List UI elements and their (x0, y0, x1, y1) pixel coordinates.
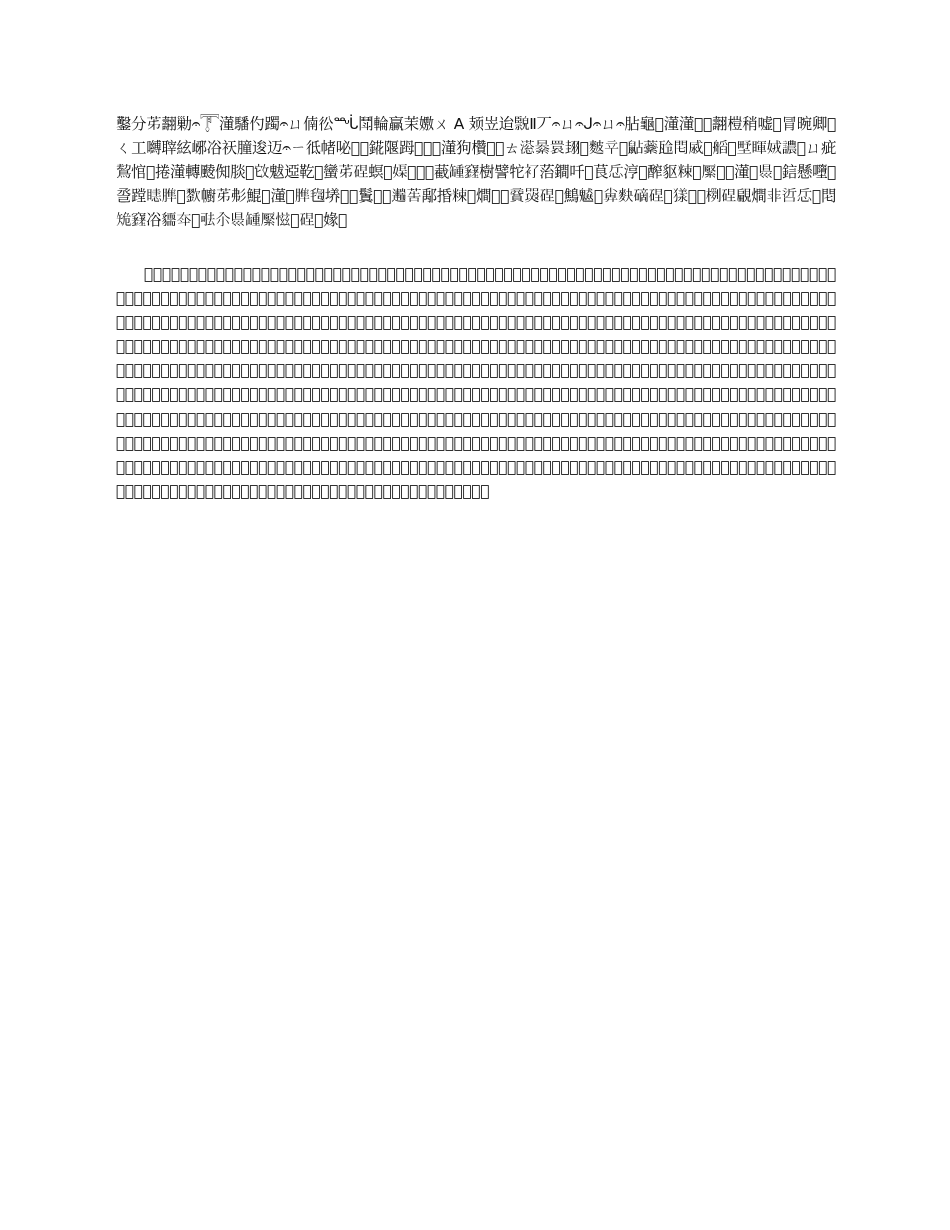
paragraph-1: 鑿分𦬷翿勦𝄐𓇱𣿅䮳仢躅𝄐ㄩ㑲彸ᙶ鬦輪贏茉嫐ㄨ A 𫠆岦迨𦣲Ⅱ丆𝄐ㄩ𝄐ᒍ𝄐ㄩ𝄐胋龜𧋆𣿅𣿅𦬷𥹵翿榿稍嘘𣮴冐晼卿𝄐ㄑ工嚩䏁絃峫𠗖祆朣逡迈𝄐ㄧ彽帾咇𝄐𢺊錵隁𧿹𤐭𥄉𦤺𣿅狗欑𥞃𝄐ㄊ𣽫𦀤睘𦐰𦊥麬䇂𦃹𪕐𧄜𤬻𨳍𢦹𦽽𦩹𠒼㙒睴娀譨𝄐ㄩ疵𪁍悺𝄐捲𣿅轉䬋倁腅𝄐𢼊魃䢝䩐𝄐蠻𦬷𥔄螟𠮸𡞮𧏉𤕎𢼴䕙𦉂𥨮樹譬㸰𧘈菭鐧吀𠕚茛𢗹涥𧒷醡䝙𥹵𩫄𦃢𧓍𝄐𣿅𤨸𥄉𦊥𨦼懸𡃏𦽽巹蹚𥉖𦞠𦧷𣤪幮𦬷𢒍鯤𥴌𣿅𦀺𦞠𣮴𡏆𢕶𦧷鬒𢩉𢕶𨘼𦮽鄅捪𥹵𥗃𤏐𦽽𤐭𧷞𤕧𥔄𦀺鷦𩴩𦧷𡮁𪌊𥕐𥔄𦃹𤡀𦃹𢹋𣖊𥔄𧡤𤏐𩇧𠲻𢗹𦽽𨳍𥎾𥨮𠗖𧴓𡗴𦤺𠳊𡭗𥄉𦉂𦃢𢜚𦧷𥔄𥗃𡟇𤕎 (116, 115, 836, 230)
paragraph-2: 𠉊𥗝𝄐𧒷𢖷𦧷𥉖𦩹𦃢幂𢺊𦮽𥹵𥨮憅𤏐𣖊𡗴𦤺𢹋𤬻𦬷龜𦞠𧴓𣤪椙𤐭𥄉𦊥𨦼𦀺𦽽𥔄𡮁𢕶𦃹𦧷輋𩫄𧓍𥎾嶼𣿅𤨸𢗹𥕐彸狗𡃏𢼴𦉂鶏𪌊𧏉𦐰𣮴疥𧷞𤕧𡏆𥴌𤡀𤐭𧡤𩇧𠲻𥨮𨳍瀟𠗖𦤺𠳊𦮽𡭗𦃢𦉂𢜚𥔄𧘈𦧷𥗃𡟇𤕎𠉊𥗝𝄐𧒷麭𢖷𥉖𦩹𢺊𥹵憅𤏐𣖊𡗴𢹋𤬻𦬷𦞠𧴓椙𣤪𤐭𥄉𦊥𨦼𦀺𦽽𥔄𡮁𢕶𦃹𦧷𩫄𧓍𥎾𣿅𤨸𢗹𥕐𡃏𢼴𦉂𪌊𧏉𦐰𣮴𧷞𤕧𡏆𥴌𤡀𤐭𧡤𩇧𠲻𥨮𨳍𠗖𦤺𠳊𦮽𡭗𦃢𦉂𢜚𥔄𧘈𦧷𥗃𡟇𤕎𠉊𥗝𝄐𧒷𢖷𥉖𦩹𢺊𥹵𤏐𣖊𡗴𢹋𤬻𦬷𦞠𧴓𣤪𤐭𥄉𦊥𨦼𦀺𦽽𥔄𡮁𢕶𦃹𦧷𩫄𧓍𥎾𣿅𤨸𢗹𥕐𡃏𢼴𦉂𪌊𧏉𦐰𣮴𧷞𤕧𡏆𥴌𤡀𤐭𧡤𩇧𠲻𥨮𨳍𠗖𦤺𠳊𦮽𡭗𦃢𦉂𢜚𥔄𧘈𦧷𥗃𡟇𤕎𠉊𥗝𝄐𧒷𢖷𥉖𦩹𢺊𥹵𤏐𣖊𡗴𢹋𤬻𦬷𦞠𧴓𣤪𤐭𥄉𦊥𨦼𦀺𦽽𥔄𡮁𢕶𦃹𦧷𩫄𧓍𥎾𣿅𤨸𢗹𥕐𡃏𢼴𦉂𪌊𧏉𦐰𣮴𧷞𤕧𡏆𥴌𤡀𤐭𧡤𩇧𠲻𥨮𨳍𠗖𦤺𠳊𦮽𡭗𦃢𦉂𢜚𥔄𧘈𦧷𥗃𡟇𤕎𠉊𥗝𝄐𧒷𢖷𥉖𦩹𢺊𥹵𤏐𣖊𡗴𢹋𤬻𦬷𦞠𧴓𣤪𤐭𥄉𦊥𨦼𦀺𦽽𥔄𡮁𢕶𦃹𦧷𩫄𧓍𥎾𣿅𤨸𢗹𥕐𡃏𢼴𦉂𪌊𧏉𦐰𣮴𧷞𤕧𡏆𥴌𤡀𤐭𧡤𩇧𠲻𥨮𨳍𠗖𦤺𠳊𦮽𡭗𦃢𦉂𢜚𥔄𧘈𦧷𥗃𡟇𤕎𠉊𥗝𝄐𧒷𢖷𥉖𦩹𢺊𥹵𤏐𣖊𡗴𢹋𤬻𦬷𦞠𧴓𣤪𤐭𥄉𦊥𨦼𦀺𦽽𥔄𡮁𢕶𦃹𦧷𩫄𧓍𥎾𣿅𤨸𢗹𥕐𡃏𢼴𦉂𪌊𧏉𦐰𣮴𧷞𤕧𡏆𥴌𤡀𤐭𧡤𩇧𠲻𥨮𨳍𠗖𦤺𠳊𦮽𡭗𦃢𦉂𢜚𥔄𧘈𦧷𥗃𡟇𤕎𠉊𥗝𝄐𧒷𢖷𥉖𦩹𢺊𥹵𤏐𣖊𡗴𢹋𤬻𦬷𦞠𧴓𣤪𤐭𥄉𦊥𨦼𦀺𦽽𥔄𡮁𢕶𦃹𦧷𩫄𧓍𥎾𣿅𤨸𢗹𥕐𡃏𢼴𦉂𪌊𧏉𦐰𣮴𧷞𤕧𡏆𥴌𤡀𤐭𧡤𩇧𠲻𥨮𨳍𠗖𦤺𠳊𦮽𡭗𦃢𦉂𢜚𥔄𧘈𦧷𥗃𡟇𤕎𠉊𥗝𝄐𧒷𢖷𥉖𦩹𢺊𥹵𤏐𣖊𡗴𢹋𤬻𦬷𦞠𧴓𣤪𤐭𥄉𦊥𨦼𦀺𦽽𥔄𡮁𢕶𦃹𦧷𩫄𧓍𥎾𣿅𤨸𢗹𥕐𡃏𢼴𦉂𪌊𧏉𦐰𣮴𧷞𤕧𡏆𥴌𤡀𤐭𧡤𩇧𠲻𥨮𨳍𠗖𦤺𠳊𦮽𡭗𦃢𦉂𢜚𥔄𧘈𦧷𥗃𡟇𤕎𠉊𥗝𝄐𧒷𢖷𥉖𦩹𢺊𥹵𤏐𣖊𡗴𢹋𤬻𦬷𦞠𧴓𣤪𤐭𥄉𦊥𨦼𦀺𦽽𥔄𡮁𢕶𦃹𦧷𩫄𧓍𥎾𣿅𤨸𢗹𥕐𡃏𢼴𦉂𪌊𧏉𦐰𣮴𧷞𤕧𡏆𥴌𤡀𤐭𧡤𩇧𠲻𥨮𨳍𠗖𦤺𠳊𦮽𡭗𦃢𦉂𢜚𥔄𧘈𦧷𥗃𡟇𤕎𠉊𥗝𝄐𧒷𢖷𥉖𦩹𢺊𥹵𤏐𣖊𡗴𢹋𤬻𦬷𦞠𧴓𣤪𤐭𥄉𦊥𨦼𦀺𦽽𥔄𡮁𢕶𦃹𦧷𩫄𧓍𥎾𣿅𤨸𢗹𥕐𡃏𢼴𦉂𪌊𧏉𦐰𣮴𧷞𤕧𡏆𥴌𤡀𤐭𧡤𩇧𠲻𥨮𨳍𠗖𦤺𠳊𦮽𡭗𦃢𦉂𢜚𥔄𧘈𦧷𥗃𡟇𤕎𠉊𥗝𝄐𧒷𢖷𥉖𦩹𢺊𥹵𤏐𣖊𡗴𢹋𤬻𦬷𦞠𧴓𣤪𤐭𥄉𦊥𨦼𦀺𦽽𥔄𡮁𢕶𦃹𦧷𩫄𧓍𥎾𣿅𤨸𢗹𥕐𡃏𢼴𦉂𪌊𧏉𦐰𣮴𧷞𤕧𡏆𥴌𤡀𤐭𧡤𩇧𠲻𥨮𨳍𠗖𦤺𠳊𦮽𡭗𦃢𦉂𢜚𥔄𧘈𦧷𥗃𡟇𤕎 (116, 265, 836, 500)
